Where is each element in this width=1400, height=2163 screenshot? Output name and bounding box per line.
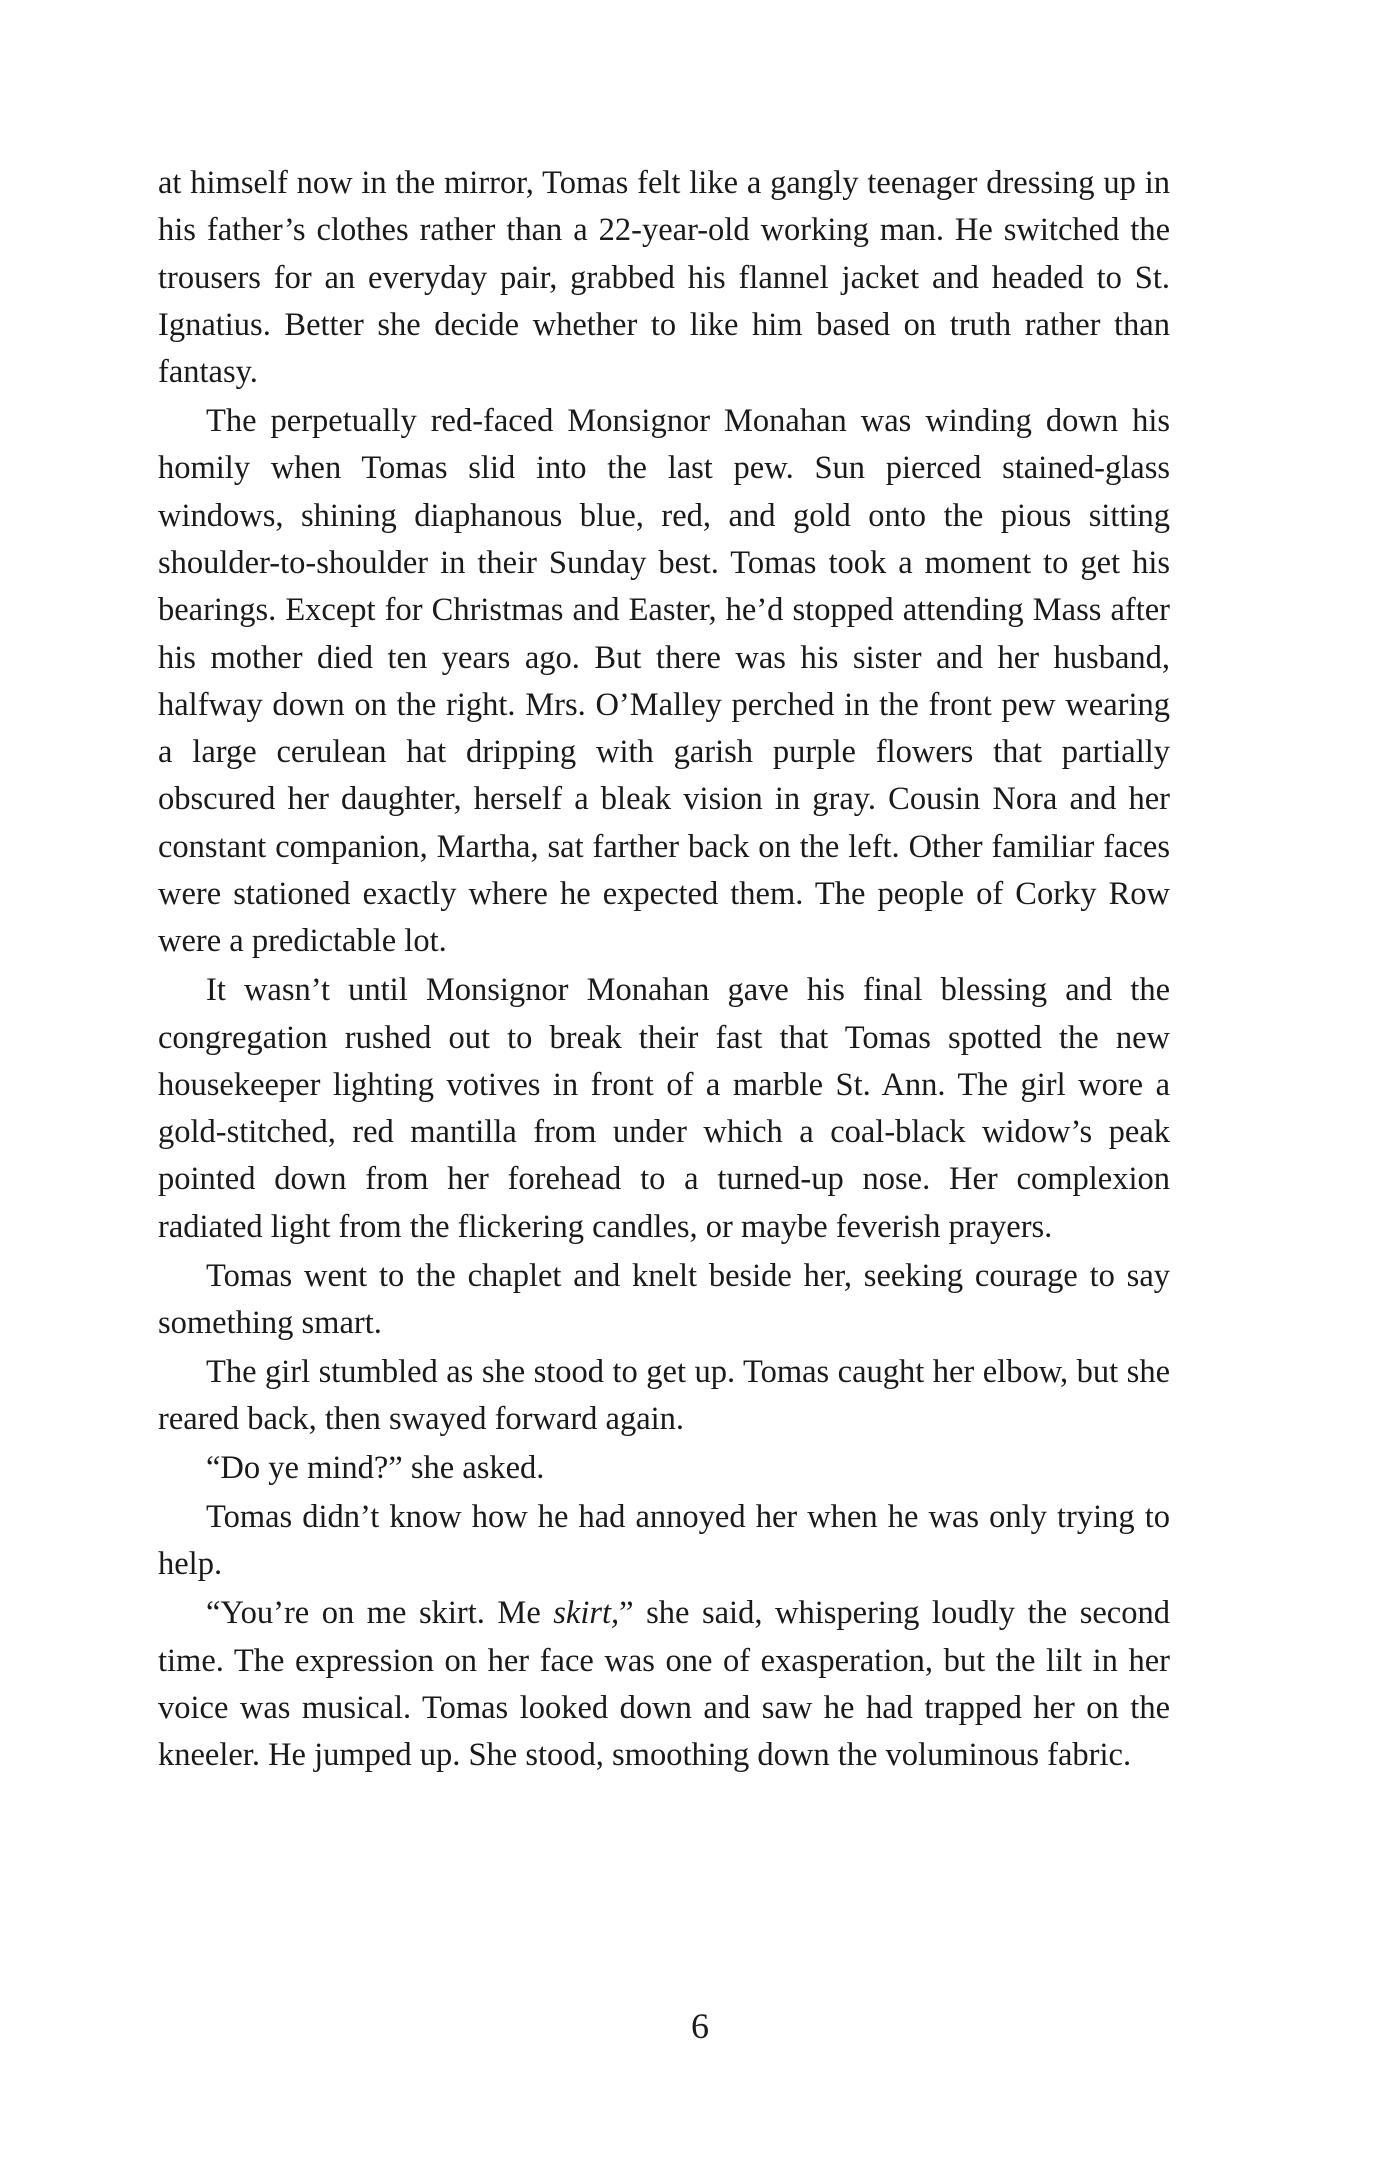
paragraph-text: The girl stumbled as she stood to get up. Tomas caught her elbow, but she reared back, then swayed forward again. — [158, 1353, 1170, 1438]
paragraph-text: Tomas went to the chaplet and knelt beside her, seeking courage to say something smart. — [158, 1257, 1170, 1341]
paragraph-text: “Do ye mind?” she asked. — [206, 1450, 545, 1487]
paragraph — [158, 398, 1170, 966]
paragraph — [158, 160, 1170, 396]
paragraph — [158, 1494, 1170, 1589]
paragraph-text: at himself now in the mirror, Tomas felt like a gangly teenager dressing up in his father’s clothes rather than a 22-year-old working man. He switched the trousers for an everyday pair, grabbed his flannel jacket and headed to St. Ignatius. Better she decide whether to like him based on truth rather than fantasy. — [158, 165, 1170, 391]
paragraph-text: Tomas didn’t know how he had annoyed her when he was only trying to help. — [158, 1499, 1170, 1583]
paragraph-text: The perpetually red-faced Monsignor Monahan was winding down his homily when Tomas slid into the last pew. Sun pierced stained-glass windows, shining diaphanous blue, red, and gold onto the pious sitting shoulder-to-shoulder in their Sunday best. Tomas took a moment to get his bearings. Except for Christmas and Easter, he’d stopped attending Mass after his mother died ten years ago. But there was his sister and her husband, halfway down on the right. Mrs. O’Malley perched in the front pew wearing a large cerulean hat dripping with garish purple flowers that partially obscured her daughter, herself a bleak vision in gray. Cousin Nora and her constant companion, Martha, sat farther back on the left. Other familiar faces were stationed exactly where he expected them. The people of Corky Row were a predictable lot. — [158, 403, 1170, 960]
paragraph-text: It wasn’t until Monsignor Monahan gave his final blessing and the congregation rushed out to break their fast that Tomas spotted the new housekeeper lighting votives in front of a marble St. Ann. The girl wore a gold-stitched, red mantilla from under which a coal-black widow’s peak pointed down from her forehead to a turned-up nose. Her complexion radiated light from the flickering candles, or maybe feverish prayers. — [158, 972, 1170, 1245]
page-number: 6 — [691, 2006, 709, 2046]
paragraph — [158, 1445, 1170, 1492]
paragraph-text: ” she said, whispering loudly the second time. The expression on her face was one of exasperation, but the lilt in her voice was musical. Tomas looked down and saw he had trapped her on the kneeler. He jumped up. She stood, smoothing down the voluminous fabric. — [158, 1595, 1170, 1774]
paragraph — [158, 1590, 1170, 1779]
paragraph-text: “You’re on me skirt. Me — [206, 1595, 554, 1632]
paragraph — [158, 1253, 1170, 1348]
italic-text: skirt, — [553, 1595, 620, 1632]
paragraph — [158, 967, 1170, 1251]
paragraph — [158, 1349, 1170, 1444]
page-body — [158, 160, 1170, 1781]
